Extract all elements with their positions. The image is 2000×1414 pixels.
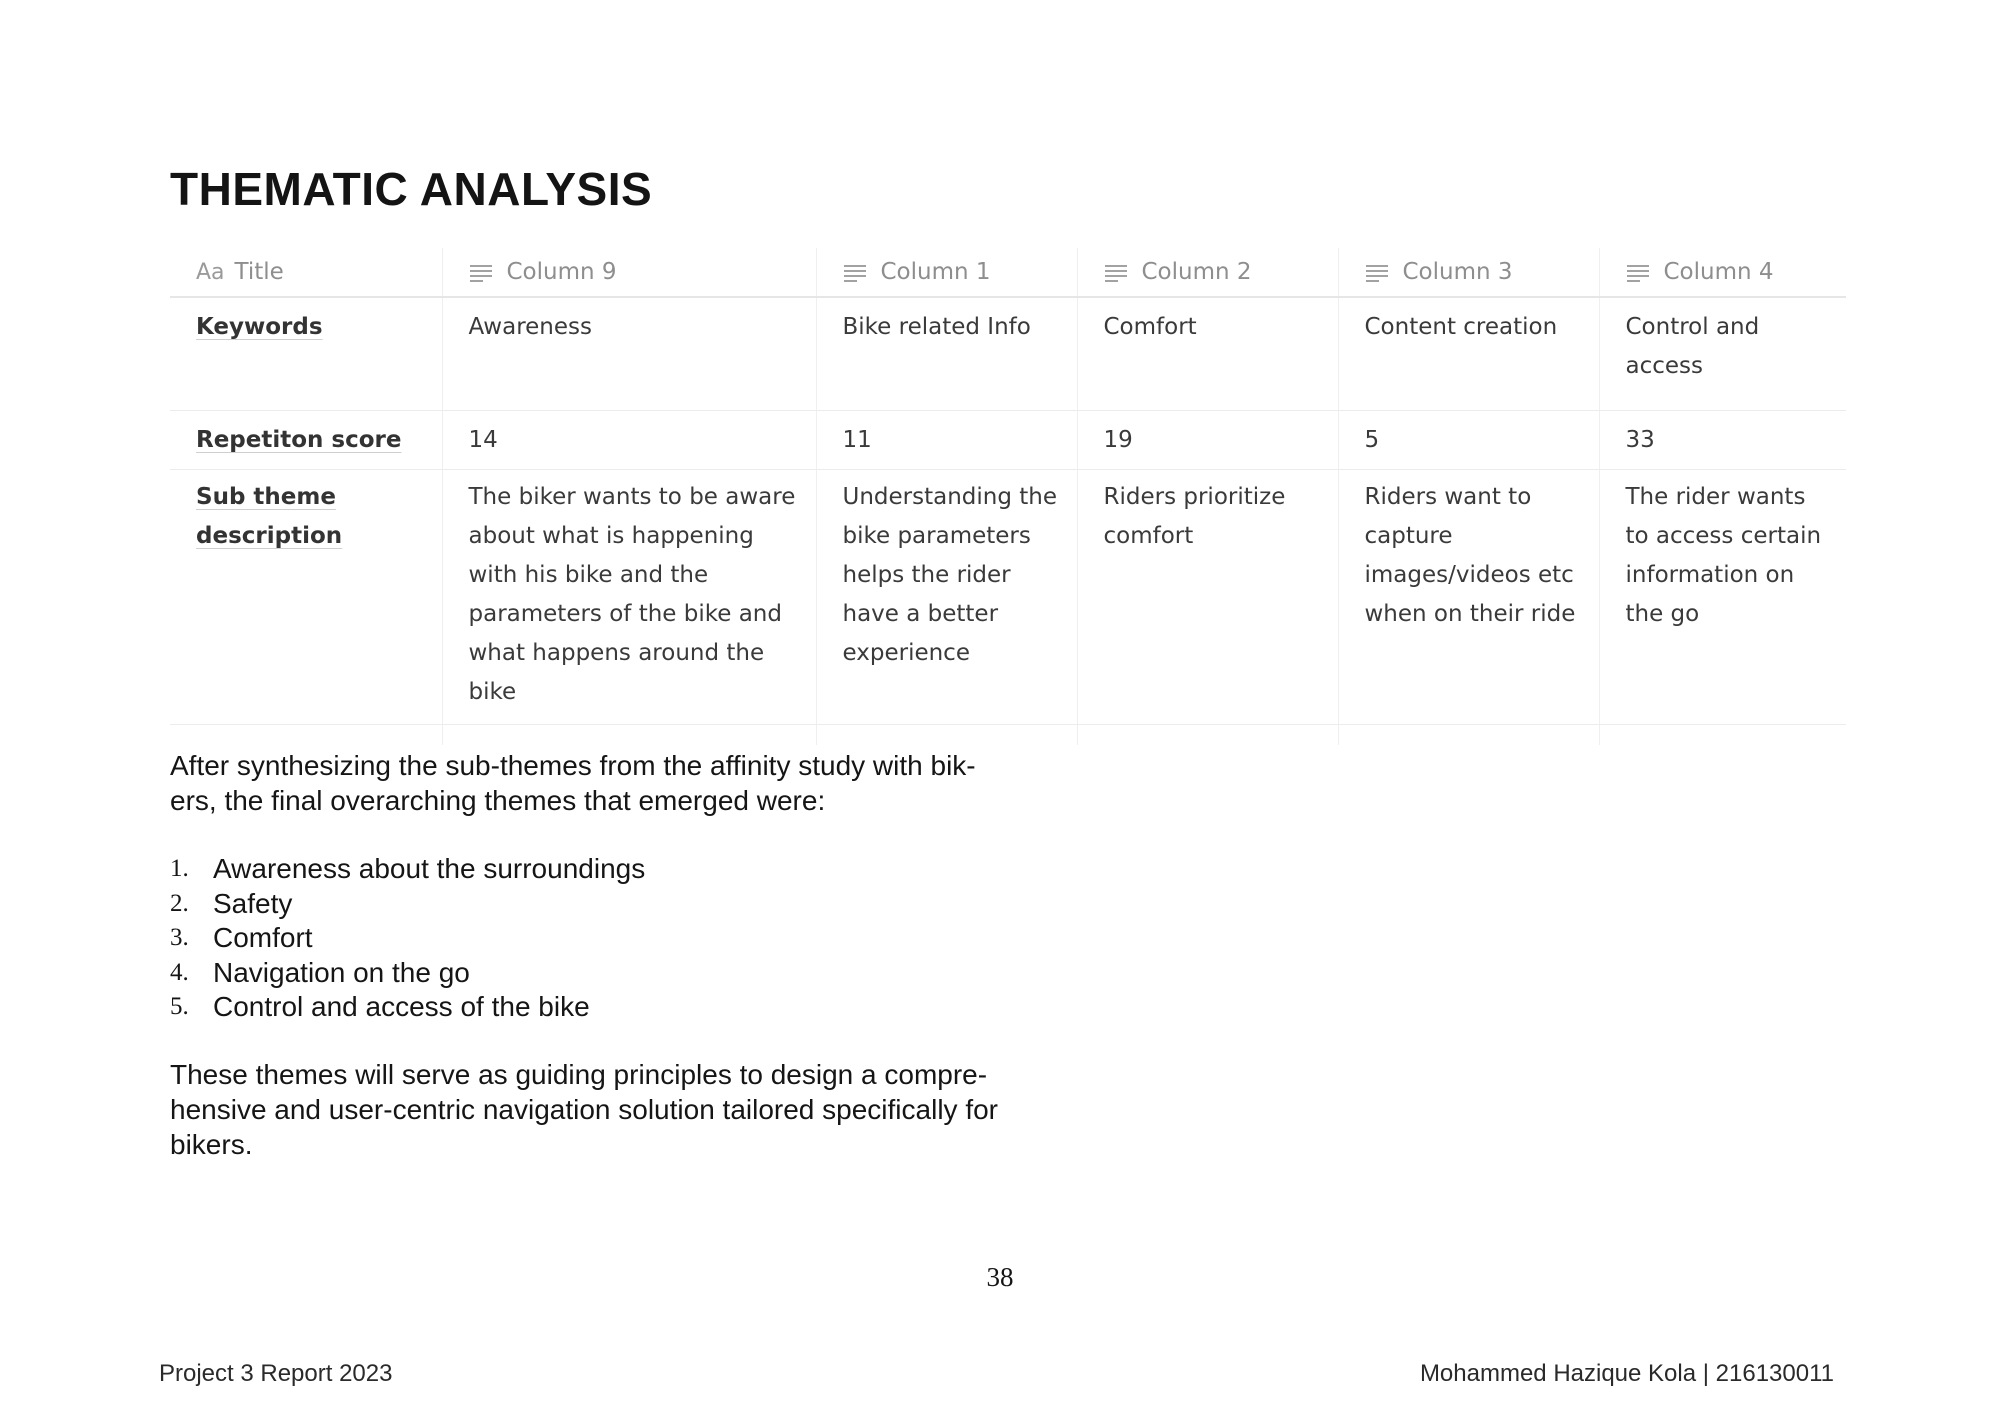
text-lines-icon: [469, 263, 493, 283]
column-header-label: Title: [234, 259, 284, 285]
page-heading: THEMATIC ANALYSIS: [170, 163, 653, 215]
text-type-icon: Aa: [196, 260, 225, 285]
table-header-row: [170, 248, 1846, 297]
table-cell-empty[interactable]: [1077, 725, 1338, 746]
column-header-label: Column 1: [880, 259, 991, 285]
list-number: 1.: [170, 855, 189, 882]
list-text: Comfort: [213, 922, 313, 953]
table-cell[interactable]: 19: [1077, 411, 1338, 470]
table-cell[interactable]: 5: [1338, 411, 1599, 470]
row-label: Sub theme description: [196, 484, 343, 549]
list-item: [170, 887, 645, 922]
row-label: Repetiton score: [196, 427, 402, 453]
text-lines-icon: [1104, 263, 1128, 283]
table-cell[interactable]: Riders prioritize comfort: [1077, 470, 1338, 725]
column-header-column-1[interactable]: [816, 248, 1077, 297]
table-row-empty: [170, 725, 1846, 746]
row-label: Keywords: [196, 314, 323, 340]
closing-paragraph: These themes will serve as guiding principles to design a compre- hensive and user-centric navigation solution tailored specifically for bikers.: [170, 1059, 998, 1160]
page-number: 38: [986, 1262, 1014, 1292]
column-header-label: Column 9: [506, 259, 617, 285]
table-cell[interactable]: 33: [1599, 411, 1846, 470]
list-item: [170, 852, 645, 887]
thematic-analysis-table: [170, 248, 1846, 742]
text-lines-icon: [1626, 263, 1650, 283]
intro-paragraph: After synthesizing the sub-themes from the affinity study with bik- ers, the final overarching themes that emerged were:: [170, 750, 976, 816]
table-cell-empty[interactable]: [1338, 725, 1599, 746]
list-item: [170, 990, 645, 1025]
row-label-cell[interactable]: [170, 297, 442, 411]
list-number: 5.: [170, 993, 189, 1020]
table-cell[interactable]: Understanding the bike parameters helps the rider have a better experience: [816, 470, 1077, 725]
column-header-label: Column 3: [1402, 259, 1513, 285]
data-table: [170, 248, 1846, 745]
table-cell[interactable]: Riders want to capture images/videos etc when on their ride: [1338, 470, 1599, 725]
table-cell-empty[interactable]: [816, 725, 1077, 746]
text-lines-icon: [843, 263, 867, 283]
list-number: 4.: [170, 958, 189, 986]
table-cell[interactable]: 14: [442, 411, 816, 470]
table-row-keywords: [170, 297, 1846, 411]
column-header-label: Column 2: [1141, 259, 1252, 285]
table-cell[interactable]: The rider wants to access certain information on the go: [1599, 470, 1846, 725]
table-cell[interactable]: Bike related Info: [816, 297, 1077, 411]
table-cell-empty[interactable]: [442, 725, 816, 746]
table-cell[interactable]: Comfort: [1077, 297, 1338, 411]
table-cell[interactable]: Awareness: [442, 297, 816, 411]
table-cell[interactable]: 11: [816, 411, 1077, 470]
table-row-repetition-score: [170, 411, 1846, 470]
column-header-column-4[interactable]: [1599, 248, 1846, 297]
footer-left-text: Project 3 Report 2023: [159, 1360, 393, 1387]
column-header-column-2[interactable]: [1077, 248, 1338, 297]
column-header-column-9[interactable]: [442, 248, 816, 297]
list-item: [170, 921, 645, 956]
table-cell[interactable]: Content creation: [1338, 297, 1599, 411]
column-header-title[interactable]: [170, 248, 442, 297]
text-lines-icon: [1365, 263, 1389, 283]
table-cell-empty[interactable]: [170, 725, 442, 746]
footer-right-text: Mohammed Hazique Kola | 216130011: [1419, 1360, 1834, 1387]
list-text: Control and access of the bike: [213, 991, 590, 1022]
table-cell-empty[interactable]: [1599, 725, 1846, 746]
column-header-label: Column 4: [1663, 259, 1774, 285]
list-number: 2.: [170, 889, 189, 917]
list-text: Awareness about the surroundings: [213, 853, 646, 884]
table-row-sub-theme-description: [170, 470, 1846, 725]
themes-list: [170, 852, 645, 1025]
row-label-cell[interactable]: [170, 411, 442, 470]
table-cell[interactable]: The biker wants to be aware about what is happening with his bike and the parameters of the bike and what happens around the bike: [442, 470, 816, 725]
list-text: Navigation on the go: [213, 956, 470, 988]
list-item: [170, 956, 645, 991]
list-text: Safety: [213, 887, 293, 919]
row-label-cell[interactable]: [170, 470, 442, 725]
column-header-column-3[interactable]: [1338, 248, 1599, 297]
list-number: 3.: [170, 924, 189, 951]
table-cell[interactable]: Control and access: [1599, 297, 1846, 411]
